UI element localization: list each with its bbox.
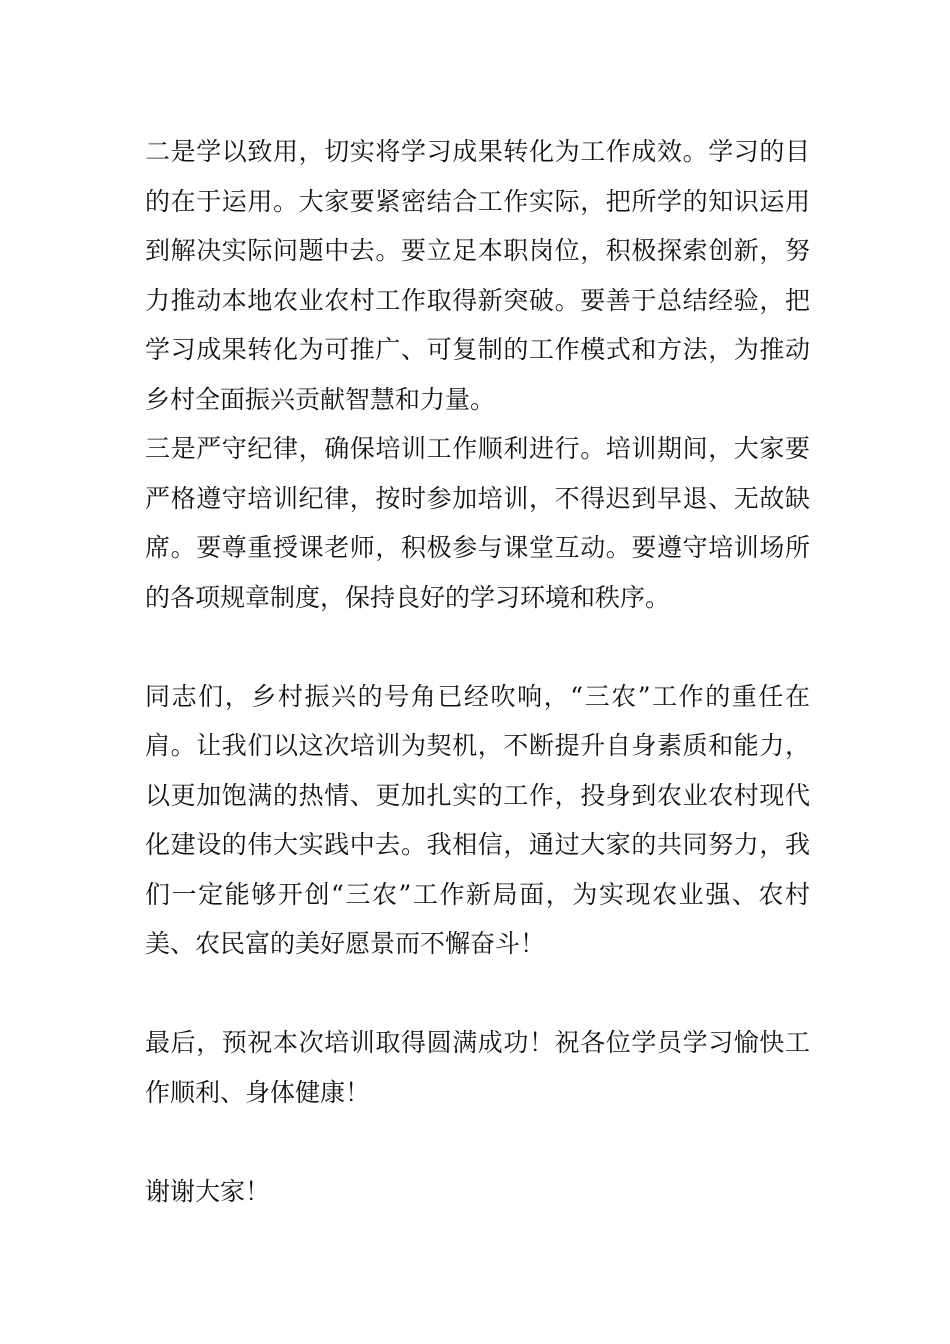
paragraph-call-to-action: 同志们，乡村振兴的号角已经吹响，“三农”工作的重任在肩。让我们以这次培训为契机，不断提升自身素质和能力，以更加饱满的热情、更加扎实的工作，投身到农业农村现代化建设的伟大实践中去。我相信，通过大家的共同努力，我们一定能够开创“三农”工作新局面，为实现农业强、农村美、农民富的美好愿景而不懈奋斗！: [145, 681, 810, 958]
document-body: [145, 127, 810, 1216]
paragraph-spacer: [145, 622, 810, 672]
paragraph-discipline: 三是严守纪律，确保培训工作顺利进行。培训期间，大家要严格遵守培训纪律，按时参加培训，不得迟到早退、无故缺席。要尊重授课老师，积极参与课堂互动。要遵守培训场所的各项规章制度，保持良好的学习环境和秩序。: [145, 434, 810, 612]
paragraph-closing-wishes: 最后，预祝本次培训取得圆满成功！祝各位学员学习愉快工作顺利、身体健康！: [145, 1028, 810, 1107]
paragraph-thanks: 谢谢大家！: [145, 1176, 271, 1206]
paragraph-spacer: [145, 969, 810, 1019]
paragraph-apply-learning: 二是学以致用，切实将学习成果转化为工作成效。学习的目的在于运用。大家要紧密结合工作实际，把所学的知识运用到解决实际问题中去。要立足本职岗位，积极探索创新，努力推动本地农业农村工作取得新突破。要善于总结经验，把学习成果转化为可推广、可复制的工作模式和方法，为推动乡村全面振兴贡献智慧和力量。: [145, 137, 810, 414]
paragraph-spacer: [145, 1117, 810, 1167]
